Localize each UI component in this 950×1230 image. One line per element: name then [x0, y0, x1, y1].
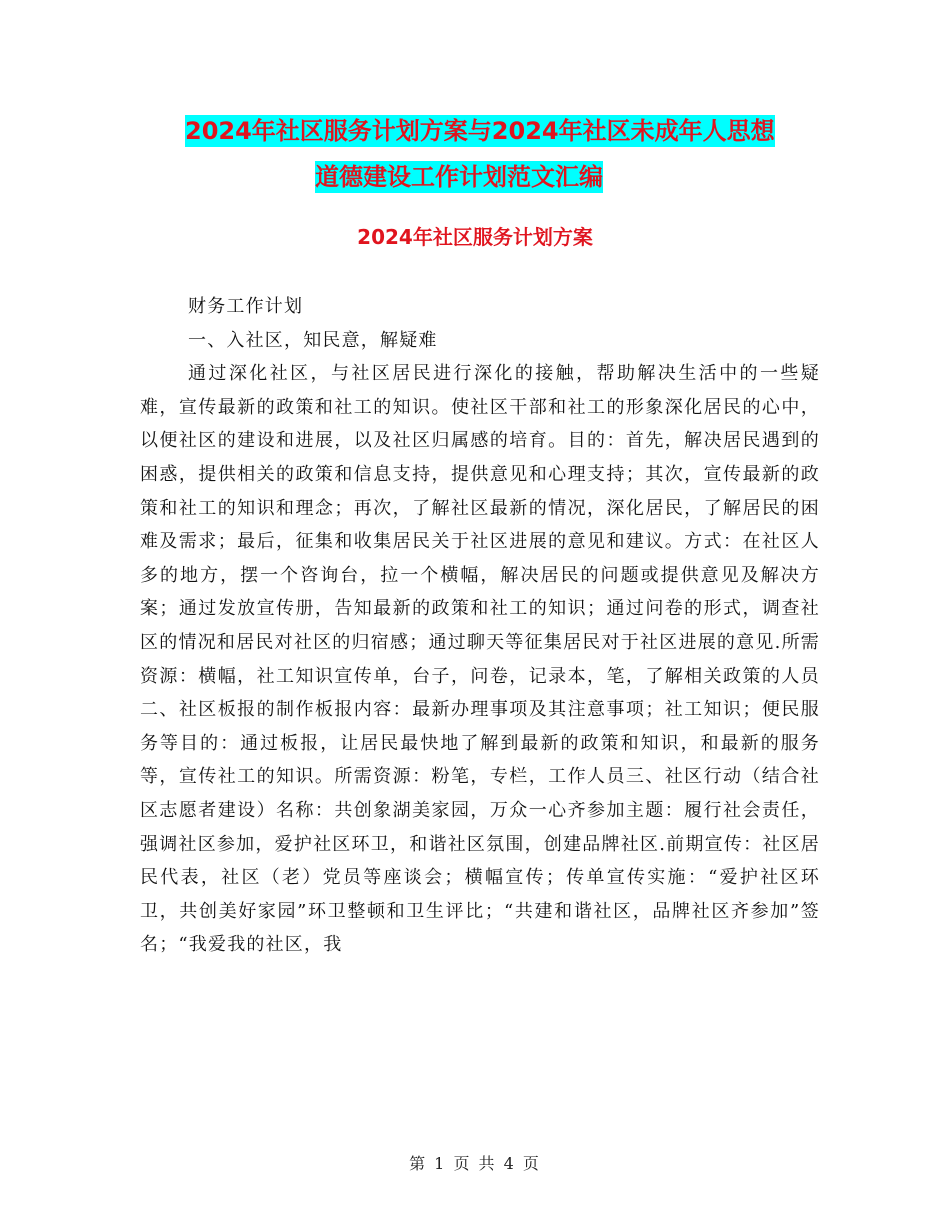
document-title-line-2 — [140, 154, 840, 200]
document-title — [140, 108, 840, 200]
subheading: 财务工作计划 — [188, 296, 304, 317]
title-highlight: 2024年社区服务计划方案与2024年社区未成年人思想 — [185, 117, 775, 145]
document-body — [140, 290, 820, 962]
section-title: 2024年社区服务计划方案 — [357, 225, 593, 249]
body-paragraph: 通过深化社区，与社区居民进行深化的接触，帮助解决生活中的一些疑难，宣传最新的政策和社工的知识。使社区干部和社工的形象深化居民的心中，以便社区的建设和进展，以及社区归属感的培育。目的：首先，解决居民遇到的困惑，提供相关的政策和信息支持，提供意见和心理支持；其次，宣传最新的政策和社工的知识和理念；再次，了解社区最新的情况，深化居民，了解居民的困难及需求；最后，征集和收集居民关于社区进展的意见和建议。方式：在社区人多的地方，摆一个咨询台，拉一个横幅，解决居民的问题或提供意见及解决方案；通过发放宣传册，告知最新的政策和社工的知识；通过问卷的形式，调查社区的情况和居民对社区的归宿感；通过聊天等征集居民对于社区进展的意见.所需资源：横幅，社工知识宣传单，台子，问卷，记录本，笔，了解相关政策的人员二、社区板报的制作板报内容：最新办理事项及其注意事项；社工知识；便民服务等目的：通过板报，让居民最快地了解到最新的政策和知识，和最新的服务等，宣传社工的知识。所需资源：粉笔，专栏，工作人员三、社区行动（结合社区志愿者建设）名称：共创象湖美家园，万众一心齐参加主题：履行社会责任，强调社区参加，爱护社区环卫，和谐社区氛围，创建品牌社区.前期宣传：社区居民代表，社区（老）党员等座谈会；横幅宣传；传单宣传实施：“爱护社区环卫，共创美好家园”环卫整顿和卫生评比；“共建和谐社区，品牌社区齐参加”签名；“我爱我的社区，我 — [140, 363, 820, 956]
title-highlight: 道德建设工作计划范文汇编 — [315, 163, 603, 191]
document-title-line-1 — [140, 108, 840, 154]
page-footer: 第 1 页 共 4 页 — [409, 1154, 541, 1173]
point-heading: 一、入社区，知民意，解疑难 — [188, 329, 438, 351]
